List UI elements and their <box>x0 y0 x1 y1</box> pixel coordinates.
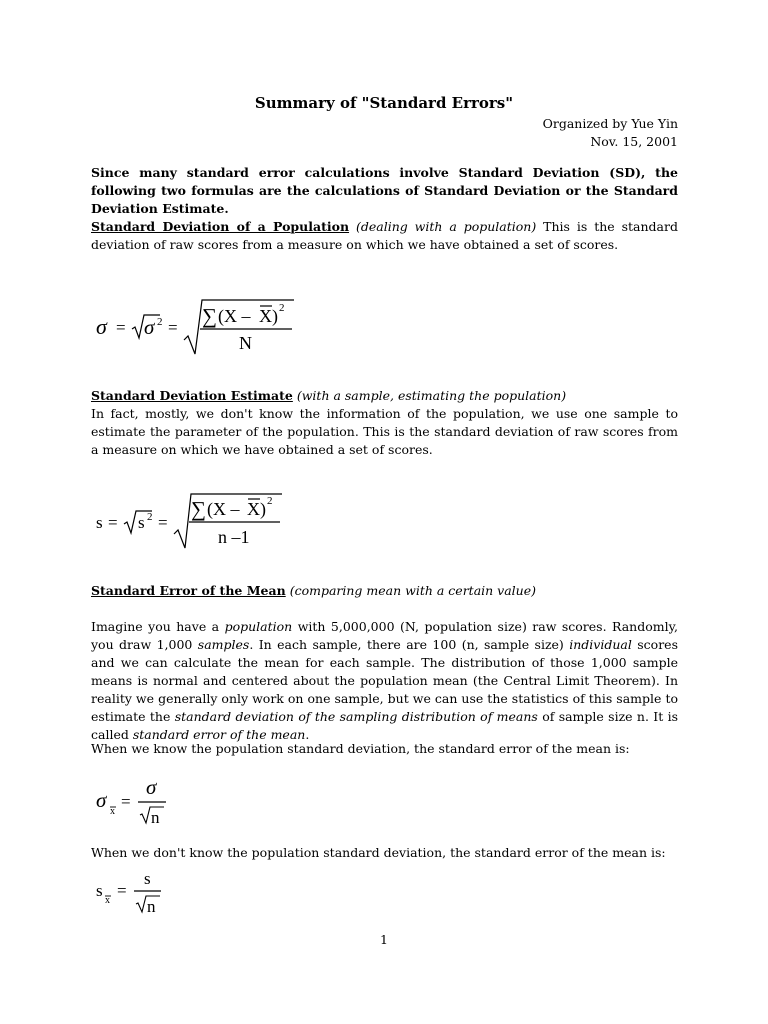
x-bar: X <box>259 306 272 326</box>
formula-se-unknown <box>96 868 186 924</box>
s-symbol: s <box>96 881 103 900</box>
equals-sign: = <box>168 318 178 337</box>
subscript: x <box>110 806 115 817</box>
denominator: n –1 <box>218 527 250 547</box>
section-note: (with a sample, estimating the population) <box>296 388 567 403</box>
section-standard-error <box>91 582 678 600</box>
formula-svg <box>96 296 316 356</box>
section-population-sd <box>91 218 678 254</box>
text-run: with 5,000,000 (N, population size) raw scores. Randomly, you draw 1,000 <box>91 619 678 652</box>
intro-paragraph: Since many standard error calculations involve Standard Deviation (SD), the following two formulas are the calculations of Standard Deviation or the Standard Deviation Estimate. <box>91 165 678 216</box>
numerator-close: ) <box>272 306 278 326</box>
equals-sign: = <box>121 792 131 811</box>
section-note: (dealing with a population) <box>355 219 537 234</box>
numerator-open: (X – <box>207 499 240 519</box>
section-heading: Standard Error of the Mean <box>91 583 286 598</box>
date-line: Nov. 15, 2001 <box>590 134 678 149</box>
section-note: (comparing mean with a certain value) <box>289 583 537 598</box>
italic-run: samples <box>197 637 250 652</box>
s-symbol: s <box>138 513 145 532</box>
text-run: . <box>305 727 310 742</box>
numerator-open: (X – <box>218 306 251 326</box>
sigma-symbol: σ <box>96 788 107 812</box>
section-heading: Standard Deviation of a Population <box>91 219 350 234</box>
denominator: n <box>151 808 160 827</box>
subscript: x <box>105 895 110 906</box>
text-run: . In each sample, there are 100 (n, sample size) <box>249 637 570 652</box>
exponent: 2 <box>147 511 153 523</box>
exponent: 2 <box>157 316 163 328</box>
sum-symbol: ∑ <box>191 497 206 521</box>
sum-symbol: ∑ <box>202 304 217 328</box>
equals-sign: = <box>158 513 168 532</box>
unknown-sd-sentence: When we don't know the population standard deviation, the standard error of the mean is: <box>91 845 666 860</box>
sigma-symbol: σ <box>144 315 155 339</box>
italic-run: standard error of the mean <box>132 727 306 742</box>
formula-svg <box>96 490 306 552</box>
formula-svg <box>96 868 186 924</box>
italic-run: standard deviation of the sampling distribution of means <box>174 709 538 724</box>
s-symbol: s <box>96 513 103 532</box>
explanation-paragraph <box>91 618 678 744</box>
x-bar: X <box>247 499 260 519</box>
denominator: N <box>239 333 252 353</box>
known-sd-sentence: When we know the population standard deviation, the standard error of the mean is: <box>91 741 630 756</box>
formula-population-sd <box>96 296 316 356</box>
section-sd-estimate <box>91 387 678 405</box>
numerator: s <box>144 869 151 888</box>
equals-sign: = <box>117 881 127 900</box>
formula-se-known <box>96 773 186 829</box>
text-run: of sample size n. It is called <box>91 709 679 742</box>
text-run: scores and we can calculate the mean for each sample. The distribution of those 1,000 sample means is normal and centered about the population mean (the Central Limit Theorem). In reality we generally only work on one sample, but we can use the statistics of this sample to estimate the <box>91 637 678 724</box>
numerator: σ <box>146 775 157 799</box>
sigma-symbol: σ <box>96 314 107 339</box>
formula-svg <box>96 773 186 829</box>
italic-run: population <box>224 619 293 634</box>
numerator-close: ) <box>260 499 266 519</box>
formula-sd-estimate <box>96 490 306 552</box>
section-body: In fact, mostly, we don't know the information of the population, we use one sample to estimate the parameter of the population. This is the standard deviation of raw scores from a measure on which we have obtained a set of scores. <box>91 406 678 457</box>
equals-sign: = <box>116 318 126 337</box>
equals-sign: = <box>108 513 118 532</box>
exponent: 2 <box>279 302 285 314</box>
exponent: 2 <box>267 495 273 507</box>
page-number: 1 <box>380 932 388 947</box>
document-title: Summary of "Standard Errors" <box>254 94 514 112</box>
section-heading: Standard Deviation Estimate <box>91 388 293 403</box>
section-body: This is the standard deviation of raw scores from a measure on which we have obtained a set of scores. <box>91 219 678 252</box>
author-line: Organized by Yue Yin <box>542 116 678 131</box>
text-run: Imagine you have a <box>91 619 225 634</box>
italic-run: individual <box>569 637 632 652</box>
denominator: n <box>147 897 156 916</box>
